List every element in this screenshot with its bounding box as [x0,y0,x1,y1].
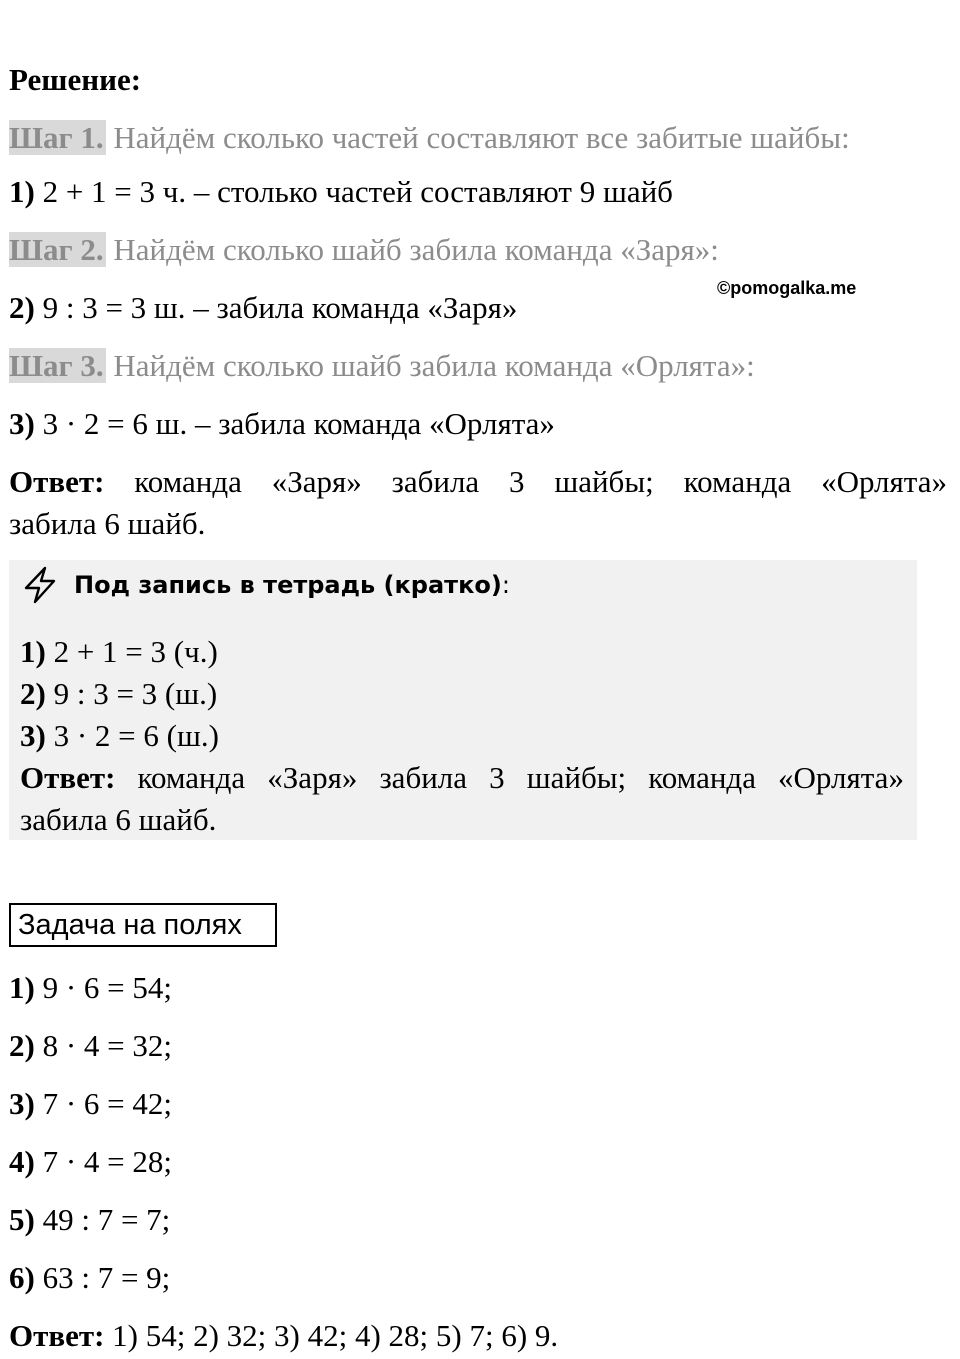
margin-task-line-2-num: 2) [9,1028,35,1063]
margin-task-line-4-num: 4) [9,1144,35,1179]
notebook-summary-header [20,563,510,607]
margin-task-line-2-text: 8 · 4 = 32; [34,1028,172,1063]
solution-line-1-text: 2 + 1 = 3 ч. – столько частей составляют 9 шайб [34,174,673,209]
margin-task-line-5-text: 49 : 7 = 7; [34,1202,171,1237]
answer-word: 3 [509,464,525,499]
notebook-answer-word: команда [648,760,756,795]
margin-task-line-3-text: 7 · 6 = 42; [34,1086,172,1121]
step-2-label: Шаг 2. [9,232,104,267]
answer-word: шайбы; [554,464,654,499]
margin-task-line-6-text: 63 : 7 = 9; [34,1260,171,1295]
solution-line-2-num: 2) [9,290,35,325]
answer-word: команда [683,464,792,499]
solution-line-3 [9,404,555,444]
watermark: ©pomogalka.me [717,278,857,298]
margin-task-answer-label: Ответ: [9,1318,105,1353]
lightning-icon [20,565,60,605]
notebook-answer-word: забила [379,760,468,795]
margin-task-line-3-num: 3) [9,1086,35,1121]
step-3-label: Шаг 3. [9,348,104,383]
solution-line-1 [9,172,673,212]
step-1-text: Найдём сколько частей составляют все забитые шайбы: [105,120,850,155]
margin-task-line-6-num: 6) [9,1260,35,1295]
notebook-line-3-text: 3 · 2 = 6 (ш.) [45,718,219,753]
notebook-line-3 [20,716,219,756]
step-3-text: Найдём сколько шайб забила команда «Орлята»: [105,348,755,383]
solution-line-2-text: 9 : 3 = 3 ш. – забила команда «Заря» [34,290,518,325]
notebook-line-2-num: 2) [20,676,46,711]
solution-line-3-text: 3 · 2 = 6 ш. – забила команда «Орлята» [34,406,555,441]
answer-line-1 [9,462,947,502]
margin-task-answer [9,1316,558,1356]
answer-word: забила [391,464,480,499]
margin-task-line-4 [9,1142,172,1182]
notebook-answer-label: Ответ: [20,760,116,795]
notebook-answer-word: шайбы; [526,760,627,795]
notebook-answer-line-2: забила 6 шайб. [20,802,217,837]
step-3 [9,346,755,386]
answer-line-2: забила 6 шайб. [9,506,206,541]
margin-task-line-5 [9,1200,170,1240]
answer-label: Ответ: [9,464,105,499]
notebook-answer-word: «Орлята» [778,760,904,795]
margin-task-line-6 [9,1258,170,1298]
step-2-text: Найдём сколько шайб забила команда «Заря»: [105,232,719,267]
margin-task-answer-text: 1) 54; 2) 32; 3) 42; 4) 28; 5) 7; 6) 9. [104,1318,559,1353]
answer-word: «Орлята» [821,464,947,499]
notebook-line-1-num: 1) [20,634,46,669]
margin-task-line-4-text: 7 · 4 = 28; [34,1144,172,1179]
notebook-line-3-num: 3) [20,718,46,753]
notebook-line-1-text: 2 + 1 = 3 (ч.) [45,634,218,669]
margin-task-line-1-text: 9 · 6 = 54; [34,970,172,1005]
margin-task-line-2 [9,1026,172,1066]
solution-heading: Решение: [9,62,142,97]
notebook-line-2-text: 9 : 3 = 3 (ш.) [45,676,218,711]
notebook-summary-title: Под запись в тетрадь (кратко) [74,571,502,599]
notebook-answer-line-1 [20,758,904,798]
notebook-line-2 [20,674,217,714]
step-1 [9,118,850,158]
margin-task-line-5-num: 5) [9,1202,35,1237]
margin-task-title: Задача на полях [9,903,277,947]
answer-word: «Заря» [271,464,362,499]
notebook-answer-word: «Заря» [267,760,358,795]
margin-task-line-3 [9,1084,172,1124]
notebook-answer-word: команда [137,760,246,795]
answer-word: команда [134,464,242,499]
margin-task-line-1 [9,968,172,1008]
notebook-line-1 [20,632,218,672]
margin-task-line-1-num: 1) [9,970,35,1005]
notebook-answer-word: 3 [489,760,505,795]
solution-line-1-num: 1) [9,174,35,209]
step-1-label: Шаг 1. [9,120,104,155]
solution-line-3-num: 3) [9,406,35,441]
step-2 [9,230,719,270]
solution-line-2 [9,288,517,328]
notebook-summary-colon: : [501,571,510,599]
